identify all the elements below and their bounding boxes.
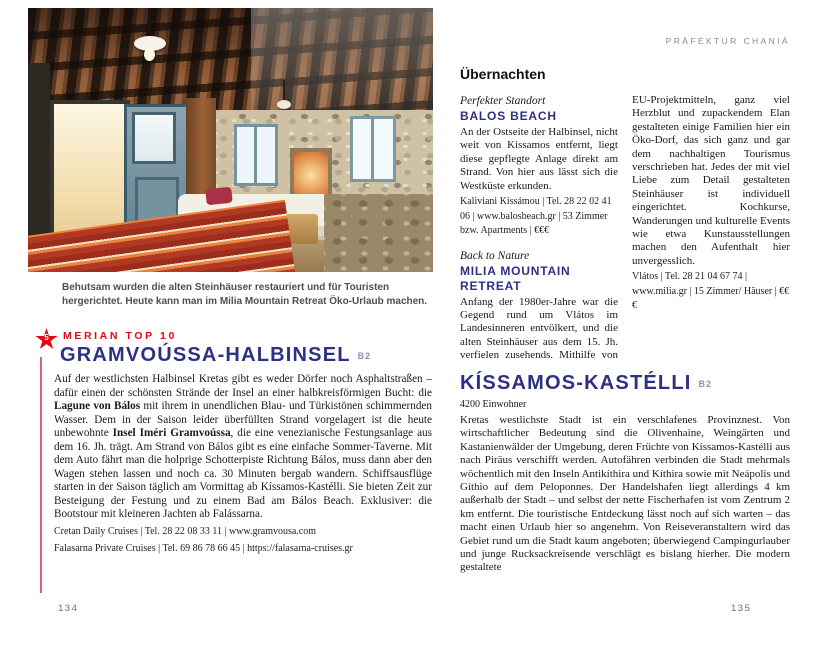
hotel-entry-balos-beach: [460, 94, 618, 239]
hotel-description: An der Ostseite der Halbinsel, nicht weit von Kissamos entfernt, liegt diese gepflegte Anlage direkt am Strand. Von hier aus lässt sich die Westküste erkunden.: [460, 126, 618, 192]
population-line: 4200 Einwohner: [460, 399, 527, 410]
section-title-text: GRAMVOÚSSA-HALBINSEL: [60, 344, 351, 366]
hotel-listings-columns: [460, 94, 790, 364]
kissamos-body-paragraph: Kretas westlichste Stadt ist ein verschlafenes Provinznest. Von wirtschaftlicher Bedeutung sind die Olivenhaine, Weingärten und Kastanienwälder der Umgebung, deren Früchte von Kíssamos-Kastélli aus nach Piräus verschifft werden. Autofähren verbinden die Stadt mehrmals wöchentlich mit den Inseln Antikíthira und Kíthira sowie mit Neápolis und Gíthio auf dem Peloponnes. Der Handelshafen liegt allerdings 4 km außerhalb der Stadt – und selbst der nette Fischerhafen ist vom Zentrum 2 km entfernt. Die touristische Entdeckung lässt noch auf sich warten – das macht einen Urlaub hier so angenehm. Von Reiseveranstaltern wird das Gebiet rund um die Stadt kaum angeboten; überwiegend Campingurlauber und junge Rucksackreisende verschlägt es bislang hierher. Die modern gestaltete: [460, 414, 790, 574]
photo-small-lamp-stem: [283, 80, 285, 101]
body-text: mit ihrem in unendlichen Blau- und Türkistönen schimmernden Wasser. Dem in der Saison leider überfüllten Strand vorgelagert ist die heute unbewohnte: [54, 400, 432, 439]
gramvoussa-article: [54, 373, 432, 557]
top10-rank-number: 5: [44, 333, 49, 342]
photo-lamp-bulb: [144, 48, 155, 61]
running-header: PRÄFEKTUR CHANIÁ: [665, 36, 790, 46]
bold-lagune-von-balos: Lagune von Bálos: [54, 400, 141, 412]
photo-stone-partition: [324, 194, 433, 272]
section-title-kissamos: [460, 372, 790, 395]
gramvoussa-body-paragraph: [54, 373, 432, 522]
bold-insel-imeri-gramvoussa: Insel Iméri Gramvoússa: [112, 427, 231, 439]
merian-top10-label: MERIAN TOP 10: [63, 330, 177, 342]
map-grid-reference: B2: [698, 379, 713, 389]
uebernachten-heading: Übernachten: [460, 66, 546, 82]
hotel-description: Anfang der 1980er-Jahre war die Gegend rund um Vlátos im Landesinneren entvölkert, und die alten Steinhäuser aus dem 15. Jh. verfielen zusehends. Mithilfe von EU-Projektmitteln, ganz viel Herzblut und zupackendem Elan gestalteten einige Familien hier ein Öko-Dorf, das sich ganz und gar dem nachhaltigen Tourismus verschrieben hat. Jedes der mit viel Liebe zum Detail gestalteten Steinhäuser ist individuell eingerichtet. Kochkurse, Wanderungen und kulturelle Events wie etwa Kunstausstellungen machen den Aufenthalt hier unvergesslich.: [460, 94, 790, 362]
body-text: , die eine venezianische Festungsanlage aus dem 16. Jh. trägt. Am Strand von Bálos gibt es eine einfache Sommer-Taverne. Mit dem Auto fährt man die holprige Schotterpiste Richtung Bálos, muss dann aber den Wagen stehen lassen und noch ca. 30 Minuten bergab wandern. Schiffsausflüge starten in der Saison täglich am Vormittag ab Kíssamos-Kastélli. Sie bieten Zeit zur Besteigung der Festung und zu einem Bad am Bálos Beach. Exklusiver: die Bootstour mit kleineren Jachten ab Falássarna.: [54, 427, 432, 520]
right-page: [460, 36, 790, 616]
top10-accent-rule: [40, 357, 42, 593]
page-number-left: 134: [58, 603, 79, 614]
milia-retreat-interior-photo: [28, 8, 433, 272]
photo-small-lamp: [277, 100, 291, 109]
photo-window-right: [350, 116, 396, 182]
hotel-name: MILIA MOUNTAIN RETREAT: [460, 263, 571, 293]
hotel-contact: Kaliviani Kissámou | Tel. 28 22 02 41 06 | www.balosbeach.gr | 53 Zimmer bzw. Apartments | €€€: [460, 196, 612, 237]
body-text: Auf der westlichsten Halbinsel Kretas gibt es weder Dörfer noch Asphaltstraßen – dafür einen der schönsten Strände der Insel an einer halbkreisförmigen Bucht: die: [54, 373, 432, 399]
photo-red-cushion: [205, 187, 233, 206]
hotel-name: BALOS BEACH: [460, 109, 557, 123]
hotel-tagline: Back to Nature: [460, 249, 530, 262]
section-title-text: KÍSSAMOS-KASTÉLLI: [460, 372, 692, 394]
photo-window-left: [234, 124, 278, 186]
map-grid-reference: B2: [357, 351, 372, 361]
contact-falasarna-private-cruises: Falasarna Private Cruises | Tel. 69 86 78 66 45 | https://falasarna-cruises.gr: [54, 543, 353, 554]
kissamos-article: [460, 372, 790, 575]
photo-ceiling-highlight: [251, 8, 433, 110]
page-number-right: 135: [731, 603, 752, 614]
contact-cretan-daily-cruises: Cretan Daily Cruises | Tel. 28 22 08 33 11 | www.gramvousa.com: [54, 525, 317, 537]
photo-door-window: [135, 115, 173, 161]
photo-caption: Behutsam wurden die alten Steinhäuser restauriert und für Touristen hergerichtet. Heute kann man im Milia Mountain Retreat Öko-Urlaub machen.: [62, 282, 428, 307]
hotel-contact: Vlátos | Tel. 28 21 04 67 74 | www.milia.gr | 15 Zimmer/ Häuser | €€€: [632, 271, 790, 312]
hotel-tagline: Perfekter Standort: [460, 95, 546, 107]
section-title-gramvoussa: [60, 344, 371, 367]
